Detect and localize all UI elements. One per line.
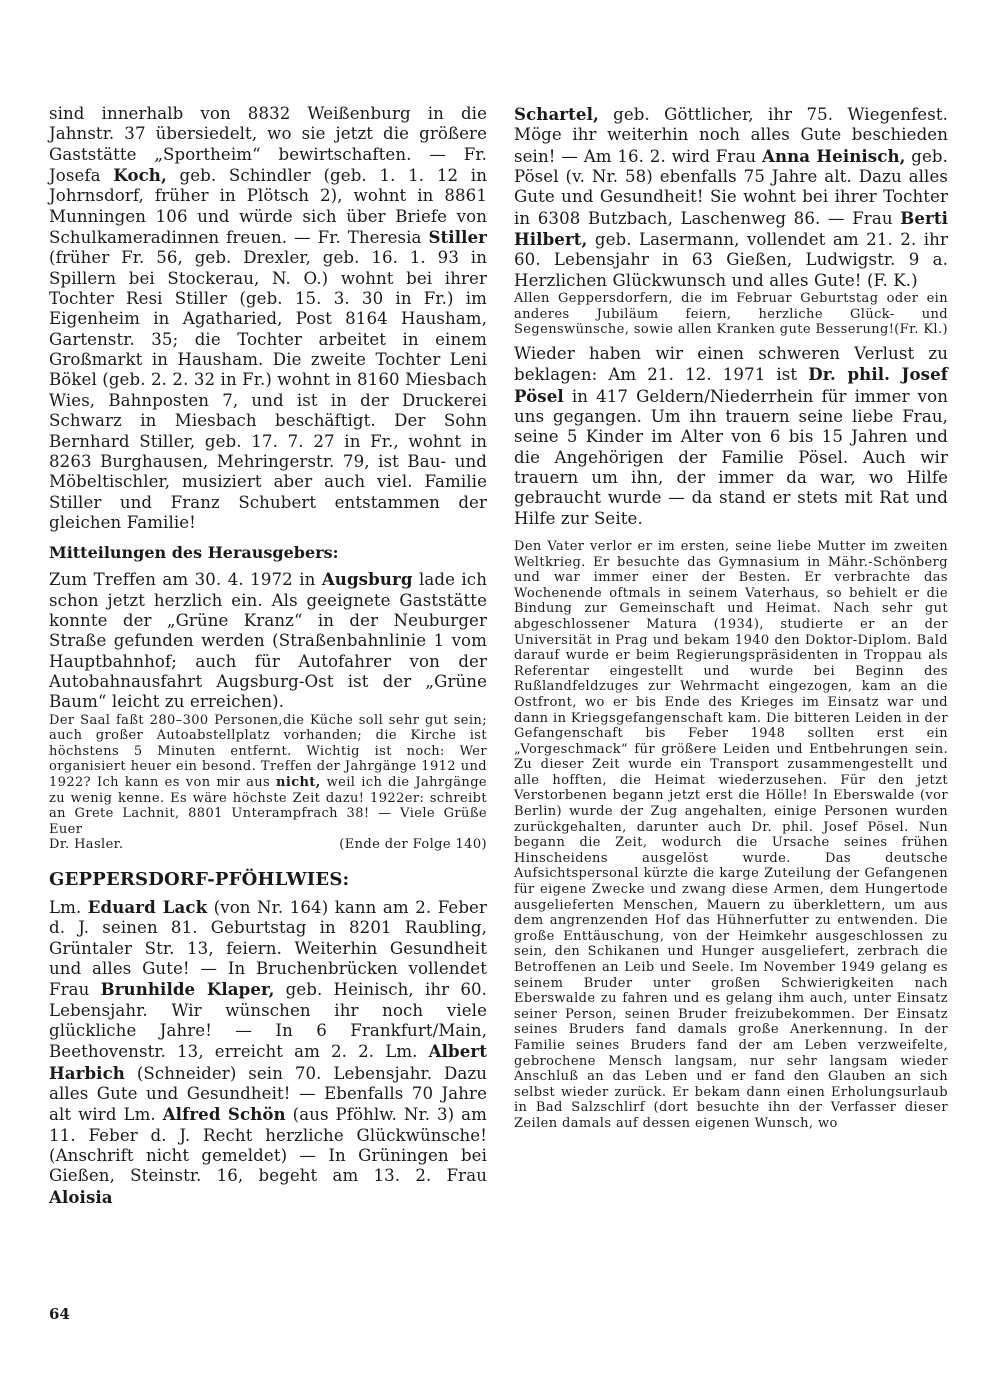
heading-geppersdorf: GEPPERSDORF-PFÖHLWIES: [49,868,350,890]
text: Zum Treffen am 30. 4. 1972 in [49,570,322,590]
paragraph-birthdays [49,897,487,1208]
text: Der Saal faßt 280–300 Personen,die Küche soll sehr gut sein; auch großer Autoabstellplatz vorhanden; die Kirche ist höchstens 5 Minuten entfernt. Wichtig ist noch: Wer organisiert heuer ein besond. Treffen der Jahrgänge 1912 und 1922? Ich kann es von mir aus [49,712,487,790]
paragraph-schartel-heinisch-hilbert [514,104,948,291]
text: geb. Pösel (v. Nr. 58) ebenfalls 75 Jahre alt. Dazu alles Gute und Gesundheit! Sie wohnt bei ihrer Tochter in 6308 Butzbach, Laschenweg 86. — Frau [514,146,948,228]
text: Wieder haben wir einen schweren Verlust zu beklagen: Am 21. 12. 1971 ist [514,343,948,385]
signoff-row [49,837,487,853]
text: weil ich die Jahrgänge zu wenig kenne. Es wäre höchste Zeit dazu! 1922er: schreibt an Grete Lachnit, 8801 Unterampfrach 38! — Viele Grüße Euer [49,775,488,837]
small-paragraph-hall-details [49,713,487,838]
paragraph-stiller-family [49,104,487,533]
name-anna-heinisch: Anna Heinisch, [761,145,906,166]
text: Lm. [49,897,88,917]
name-koch: Koch, [113,165,167,186]
text: (von Nr. 164) kann am 2. Feber d. J. seinen 81. Geburtstag in 8201 Raubling, Grüntaler Str. 13, feiern. Weiterhin Gesundheit und alles Gute! — In Bruchenbrücken vollendet Frau [49,897,487,1000]
text: (Schneider) sein 70. Lebensjahr. Dazu alles Gute und Gesundheit! — Ebenfalls 70 Jahre alt wird Lm. [49,1063,487,1125]
paragraph-obituary-poesel [514,344,948,529]
name-albert-harbich: Albert Harbich [49,1041,487,1083]
name-berti-hilbert: Berti Hilbert, [514,207,948,250]
page-number: 64 [49,1305,70,1323]
end-note: (Ende der Folge 140) [339,837,487,853]
text: geb. Lasermann, vollendet am 21. 2. ihr 60. Lebensjahr in 63 Gießen, Ludwigstr. 9 a. Herzlichen Glückwunsch und alles Gute! (F. K.) [514,230,948,290]
text: (früher Fr. 56, geb. Drexler, geb. 16. 1. 93 in Spillern bei Stockerau, N. O.) wohnt bei ihrer Tochter Resi Stiller (geb. 15. 3. 30 in Fr.) im Eigenheim in Agatharied, Post 8164 Hausham, Gartenstr. 35; die Tochter arbeitet in einem Großmarkt in Hausham. Die zweite Tochter Leni Bökel (geb. 2. 2. 32 in Fr.) wohnt in 8160 Miesbach Wies, Bahnposten 7, und ist in der Druckerei Schwarz in Miesbach beschäftigt. Der Sohn Bernhard Stiller, geb. 17. 7. 27 in Fr., wohnt in 8263 Burghausen, Mehringerstr. 79, ist Bau- und Möbeltischler, musiziert aber auch viel. Familie Stiller und Franz Schubert entstammen der gleichen Familie! [49,248,487,532]
text: geb. Heinisch, ihr 60. Lebensjahr. Wir wünschen ihr noch viele glückliche Jahre! — In 6 Frankfurt/Main, Beethovenstr. 13, erreicht am 2. 2. Lm. [49,980,488,1062]
text: in 417 Geldern/Niederrhein für immer von uns gegangen. Um ihn trauern seine liebe Frau, seine 5 Kinder im Alter von 6 bis 15 Jahren und die Angehörigen der Familie Pösel. Auch wir trauern um ihn, der immer da war, wo Hilfe gebraucht wurde — da stand er stets mit Rat und Hilfe zur Seite. [514,386,948,528]
name-aloisia: Aloisia [49,1186,113,1207]
name-eduard-lack: Eduard Lack [87,896,208,917]
name-schartel: Schartel, [514,104,599,124]
name-josef-poesel: Dr. phil. Josef Pösel [514,364,948,406]
heading-publisher-notes: Mitteilungen des Herausgebers: [49,543,339,563]
emphasis-nicht: nicht, [276,775,321,790]
right-column [514,104,948,1132]
place-augsburg: Augsburg [321,569,413,590]
signature-fr-kl: (Fr. Kl.) [894,322,948,338]
signature-hasler: Dr. Hasler. [49,837,124,853]
small-paragraph-greetings [514,291,948,338]
name-alfred-schoen: Alfred Schön [162,1104,286,1125]
name-stiller: Stiller [428,227,487,248]
small-paragraph-biography: Den Vater verlor er im ersten, seine liebe Mutter im zweiten Weltkrieg. Er besuchte das Gymnasium in Mähr.-Schönberg und war immer einer der Besten. Er verbrachte das Wochenende oftmals in seinem Vaterhaus, so behielt er die Bindung zur Gemeinschaft und Heimat. Nach sehr gut abgeschlossener Matura (1934), studierte er an der Universität in Prag und bekam 1940 den Doktor-Diplom. Bald darauf wurde er beim Regierungspräsidenten in Troppau als Referentar eingestellt und wurde bei Beginn des Rußlandfeldzuges zur Wehrmacht eingezogen, kam an die Ostfront, wo er bis Ende des Krieges im Einsatz war und dann in Kriegsgefangenschaft kam. Die bitteren Leiden in der Gefangenschaft bis Feber 1948 sollten erst ein „Vorgeschmack“ für größere Leiden und Entbehrungen sein. Zu dieser Zeit wurde ein Transport zusammengestellt und alle hofften, die Heimat wiederzusehen. Für den jetzt Verstorbenen begann jetzt erst die Hölle! In Eberswalde (vor Berlin) wurde der Zug angehalten, einige Personen wurden zurückgehalten, darunter auch Dr. phil. Josef Pösel. Nun begann die Zeit, wodurch die Ursache seines frühen Hinscheidens ausgelöst wurde. Das deutsche Aufsichtspersonal kürzte die karge Zuteilung der Gefangenen für eigene Zwecke und zwang diese Armen, dem Hungertode ausgelieferten Menschen, Mauern zu überklettern, um aus dem angrenzenden Hof das Hühnerfutter zu entwenden. Die große Enttäuschung, von der Heimkehr ausgeschlossen zu sein, den Schikanen und Hunger ausgeliefert, zerbrach die Betroffenen an Leib und Seele. Im November 1949 gelang es seinem Bruder unter großen Schwierigkeiten nach Eberswalde zu fahren und es gelang ihm auch, unter Einsatz seiner Person, seinen Bruder freizubekommen. Der Einsatz seines Bruders fand damals große Anerkennung. In der Familie seines Bruders fand der am Leben verzweifelte, gebrochene Mensch langsam, nur sehr langsam wieder Anschluß an das Leben und er fand den Glauben an sich selbst wieder zurück. Er bekam dann einen Erholungsurlaub in Bad Salzschlirf (dort besuchte ihn der Verfasser dieser Zeilen damals auf dessen eigenen Wunsch, wo [514,538,948,1131]
name-brunhilde-klaper: Brunhilde Klaper, [100,979,275,1000]
text: sind innerhalb von 8832 Weißenburg in die Jahnstr. 37 übersiedelt, wo sie jetzt die größere Gaststätte „Sportheim“ bewirtschaften. — Fr. Josefa [49,104,487,186]
text: (aus Pföhlw. Nr. 3) am 11. Feber d. J. Recht herzliche Glückwünsche! (Anschrift nicht gemeldet) — In Grüningen bei Gießen, Steinstr. 16, begeht am 13. 2. Frau [49,1105,487,1186]
text: geb. Göttlicher, ihr 75. Wiegenfest. Möge ihr weiterhin noch alles Gute beschieden sein! — Am 16. 2. wird Frau [514,105,948,166]
text: Allen Geppersdorfern, die im Februar Geburtstag oder ein anderes Jubiläum feiern, herzliche Glück- und Segenswünsche, sowie allen Kranken gute Besserung! [514,291,948,338]
text: geb. Schindler (geb. 1. 1. 12 in Johrnsdorf, früher in Plötsch 2), wohnt in 8861 Munningen 106 und würde sich über Briefe von Schulkameradinnen freuen. — Fr. Theresia [49,166,487,248]
paragraph-augsburg-meeting [49,569,487,712]
left-column [49,104,487,1208]
text: lade ich schon jetzt herzlich ein. Als geeignete Gaststätte konnte der „Grüne Kranz“ in der Neuburger Straße gefunden werden (Straßenbahnlinie 1 vom Hauptbahnhof; auch für Autofahrer von der Autobahnausfahrt Augsburg-Ost ist der „Grüne Baum“ leicht zu erreichen). [49,570,487,712]
